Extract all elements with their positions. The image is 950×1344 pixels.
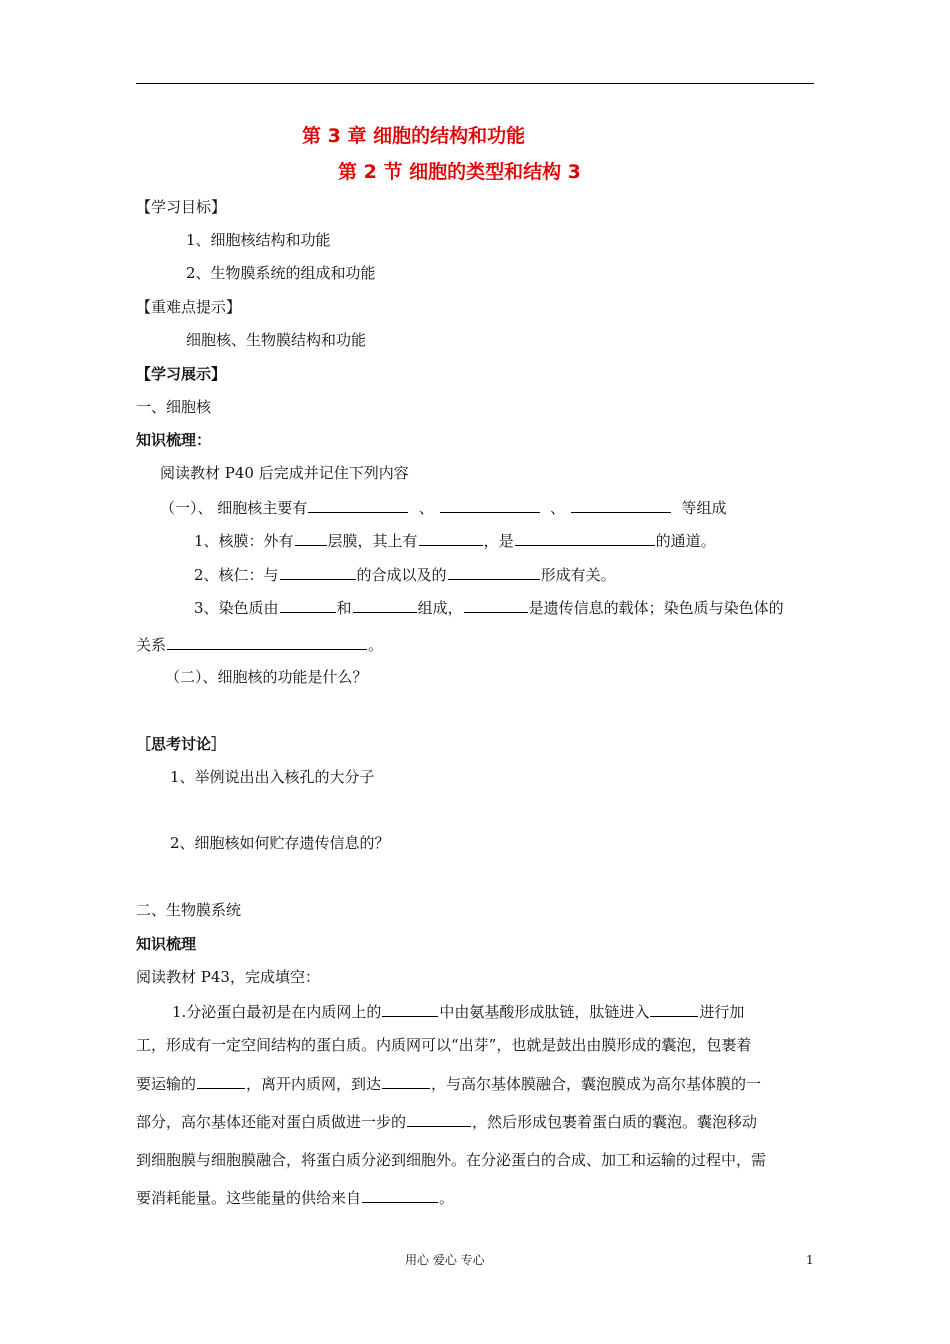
text-segment: ，然后形成包裹着蛋白质的囊泡。囊泡移动 — [472, 1113, 758, 1131]
text-segment: 层膜，其上有 — [327, 532, 418, 550]
fill-blank[interactable] — [571, 497, 671, 513]
fill-blank[interactable] — [440, 497, 540, 513]
fill-blank[interactable] — [308, 497, 408, 513]
fill-blank[interactable] — [650, 1001, 698, 1017]
discussion-question: 1、举例说出出入核孔的大分子 — [170, 768, 375, 786]
objectives-heading: 【学习目标】 — [136, 198, 227, 216]
paragraph-line — [136, 1111, 757, 1132]
text-segment: ，离开内质网，到达 — [246, 1075, 382, 1093]
fill-blank[interactable] — [448, 564, 540, 580]
fill-blank[interactable] — [280, 597, 336, 613]
chromatin-line — [194, 597, 784, 618]
text-segment: ，与高尔基体膜融合，囊泡膜成为高尔基体膜的一 — [431, 1075, 762, 1093]
text-segment: 组成， — [417, 599, 463, 617]
fill-blank[interactable] — [419, 530, 483, 546]
text-segment: 要消耗能量。这些能量的供给来自 — [136, 1189, 362, 1207]
text-segment: 和 — [336, 599, 352, 617]
objective-item: 2、生物膜系统的组成和功能 — [186, 264, 376, 282]
page-number: 1 — [806, 1253, 814, 1267]
part2-review-heading: 知识梳理 — [136, 935, 197, 953]
fill-blank[interactable] — [295, 530, 327, 546]
part1-review-heading: 知识梳理： — [136, 431, 212, 449]
header-rule — [136, 83, 814, 84]
question-2: （二）、细胞核的功能是什么？ — [165, 668, 368, 686]
part1-intro: 阅读教材 P40 后完成并记住下列内容 — [160, 464, 409, 482]
fill-blank[interactable] — [362, 1187, 438, 1203]
text-segment: 。 — [368, 636, 384, 654]
fill-blank[interactable] — [353, 597, 417, 613]
q1-sep: 、 — [550, 499, 566, 517]
text-segment: 部分，高尔基体还能对蛋白质做进一步的 — [136, 1113, 407, 1131]
text-segment: 中由氨基酸形成肽链，肽链进入 — [439, 1003, 650, 1021]
text-segment: 的合成以及的 — [356, 566, 447, 584]
fill-blank[interactable] — [407, 1111, 471, 1127]
nucleus-membrane-line — [194, 530, 716, 551]
text-segment: 进行加 — [699, 1003, 745, 1021]
nucleolus-line — [194, 564, 616, 585]
fill-blank[interactable] — [464, 597, 528, 613]
text-segment: 。 — [439, 1189, 455, 1207]
q1-prefix: （一）、 细胞核主要有 — [160, 499, 308, 517]
fill-blank[interactable] — [167, 634, 367, 650]
key-points-text: 细胞核、生物膜结构和功能 — [186, 331, 367, 349]
fill-blank[interactable] — [280, 564, 356, 580]
text-segment: 3、染色质由 — [194, 599, 279, 617]
fill-blank[interactable] — [382, 1001, 438, 1017]
text-segment: 关系 — [136, 636, 167, 654]
objective-item: 1、细胞核结构和功能 — [186, 231, 331, 249]
q1-suffix: 等组成 — [681, 499, 727, 517]
part2-heading: 二、生物膜系统 — [136, 901, 242, 919]
paragraph-line — [172, 1001, 744, 1022]
section-title: 第 2 节 细胞的类型和结构 3 — [338, 161, 581, 183]
paragraph-line — [136, 1073, 761, 1094]
text-segment: 1、核膜：外有 — [194, 532, 294, 550]
text-segment: 是遗传信息的载体；染色质与染色体的 — [528, 599, 784, 617]
q1-sep: 、 — [418, 499, 434, 517]
paragraph-line — [136, 1187, 454, 1208]
text-segment: 形成有关。 — [540, 566, 616, 584]
display-heading: 【学习展示】 — [136, 365, 227, 383]
part1-heading: 一、细胞核 — [136, 398, 212, 416]
text-segment: 的通道。 — [655, 532, 716, 550]
paragraph-line: 工，形成有一定空间结构的蛋白质。内质网可以“出芽”，也就是鼓出由膜形成的囊泡，包裹着 — [136, 1036, 752, 1054]
fill-blank[interactable] — [197, 1073, 245, 1089]
question-1-line — [160, 497, 727, 518]
chapter-title: 第 3 章 细胞的结构和功能 — [302, 125, 526, 147]
fill-blank[interactable] — [382, 1073, 430, 1089]
discussion-heading: ［思考讨论］ — [136, 735, 227, 753]
key-points-heading: 【重难点提示】 — [136, 298, 242, 316]
text-segment: ，是 — [483, 532, 514, 550]
text-segment: 2、核仁：与 — [194, 566, 279, 584]
text-segment: 要运输的 — [136, 1075, 197, 1093]
chromatin-relation-line — [136, 634, 383, 655]
part2-intro: 阅读教材 P43，完成填空： — [136, 968, 320, 986]
footer-motto: 用心 爱心 专心 — [405, 1253, 485, 1267]
paragraph-line: 到细胞膜与细胞膜融合，将蛋白质分泌到细胞外。在分泌蛋白的合成、加工和运输的过程中，需 — [136, 1151, 767, 1169]
text-segment: 1.分泌蛋白最初是在内质网上的 — [172, 1003, 382, 1021]
discussion-question: 2、细胞核如何贮存遗传信息的？ — [170, 834, 390, 852]
fill-blank[interactable] — [515, 530, 655, 546]
